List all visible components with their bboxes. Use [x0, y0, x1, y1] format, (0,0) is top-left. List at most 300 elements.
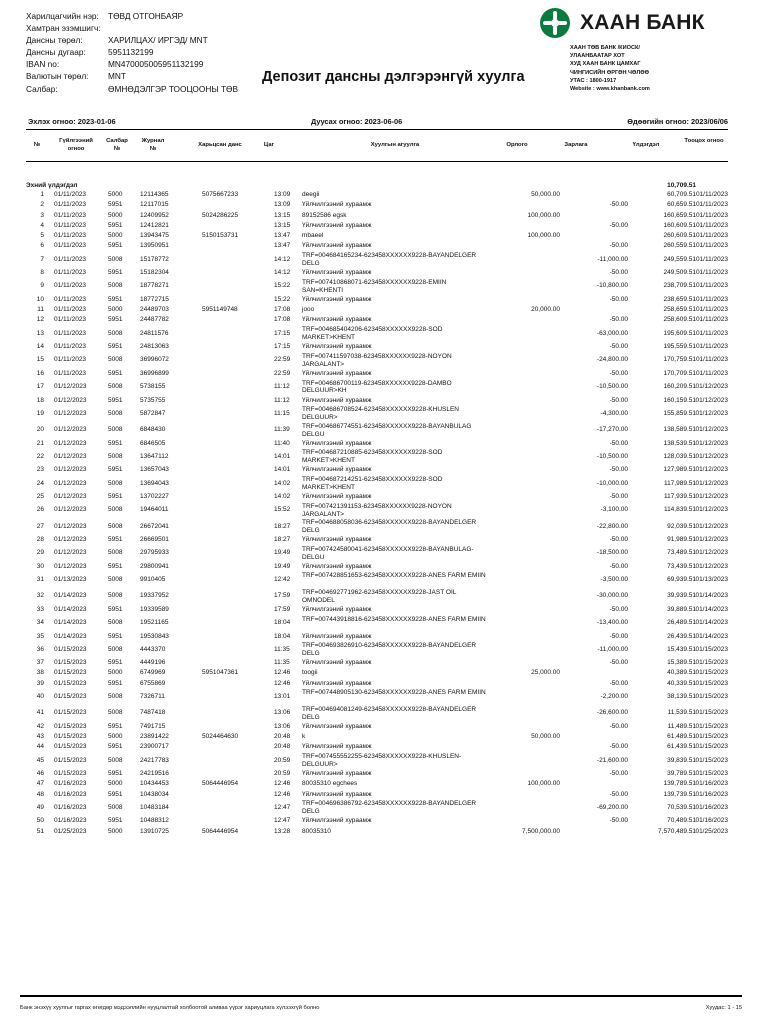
transaction-time: 15:22: [274, 295, 291, 303]
transaction-date: 01/15/2023: [54, 743, 87, 751]
description: TRF=004693826910-623458XXXXXX9228-BAYANDELGER DELG: [302, 642, 477, 658]
table-row: [26, 779, 728, 789]
transaction-time: 17:59: [274, 605, 291, 613]
balance-amount: 39,839.51: [667, 756, 696, 764]
expense-amount: -3,100.00: [600, 506, 628, 514]
settlement-date: 01/14/2023: [695, 632, 728, 640]
table-row: [26, 615, 728, 631]
balance-amount: 73,489.51: [667, 549, 696, 557]
description: Үйлчилгээний хураамж: [302, 562, 372, 570]
transaction-time: 11:39: [274, 426, 290, 434]
branch-number: 5008: [108, 592, 123, 600]
journal-number: 29795933: [140, 549, 169, 557]
expense-amount: -50.00: [609, 316, 628, 324]
journal-number: 10488312: [140, 817, 169, 825]
income-amount: 7,500,000.00: [522, 827, 560, 835]
balance-amount: 139,739.51: [663, 790, 696, 798]
row-number: 49: [36, 804, 44, 812]
settlement-date: 01/15/2023: [695, 669, 728, 677]
balance-amount: 73,439.51: [667, 562, 696, 570]
branch-number: 5008: [108, 756, 123, 764]
branch-number: 5951: [108, 562, 123, 570]
customer-field-value: MNT: [108, 71, 126, 82]
row-number: 47: [36, 780, 44, 788]
transaction-date: 01/11/2023: [54, 369, 87, 377]
settlement-date: 01/11/2023: [695, 295, 728, 303]
description: jooo: [302, 306, 315, 314]
transaction-time: 14:01: [274, 466, 291, 474]
settlement-date: 01/12/2023: [695, 383, 728, 391]
row-number: 1: [40, 191, 44, 198]
settlement-date: 01/16/2023: [695, 804, 728, 812]
journal-number: 24489703: [140, 306, 169, 314]
table-row: [26, 535, 728, 545]
description: Үйлчилгээний хураамж: [302, 316, 372, 324]
description: Үйлчилгээний хураамж: [302, 269, 372, 277]
settlement-date: 01/12/2023: [695, 409, 728, 417]
description: TRF=004687210885-623458XXXXXX9228-SOD MARKET>KHENT: [302, 449, 443, 465]
branch-number: 5008: [108, 549, 123, 557]
transaction-date: 01/14/2023: [54, 592, 87, 600]
customer-info: [26, 10, 238, 95]
table-row: [26, 732, 728, 742]
settlement-date: 01/16/2023: [695, 817, 728, 825]
col-header-branch: Салбар №: [106, 138, 128, 152]
table-row: [26, 632, 728, 642]
transaction-date: 01/15/2023: [54, 669, 87, 677]
transaction-time: 13:09: [274, 191, 291, 198]
footer-note: Банк энэхүү хуулгыг гаргах өгөгдөр мэдээллийн нууцлалтай холбоотой аливаа үүрэг хариуцлага хүлээхгүй болно: [20, 1005, 320, 1011]
balance-amount: 260,609.51: [663, 232, 696, 240]
journal-number: 6848430: [140, 426, 166, 434]
description: TRF=004688058036-623458XXXXXX9228-BAYANDELGER DELG: [302, 519, 477, 534]
transaction-time: 20:48: [274, 733, 291, 741]
bank-info-line: УТАС : 1800-1917: [570, 77, 617, 84]
transaction-date: 01/11/2023: [54, 343, 87, 351]
transaction-date: 01/11/2023: [54, 201, 87, 209]
expense-amount: -24,800.00: [596, 356, 628, 364]
description: Үйлчилгээний хураамж: [302, 396, 372, 404]
row-number: 11: [37, 306, 44, 314]
branch-number: 5008: [108, 506, 123, 514]
balance-amount: 128,039.51: [663, 452, 696, 460]
branch-number: 5951: [108, 466, 123, 474]
journal-number: 24811576: [140, 329, 169, 337]
transaction-date: 01/14/2023: [54, 605, 87, 613]
description: Үйлчилгээний хураамж: [302, 343, 372, 351]
transaction-date: 01/15/2023: [54, 679, 87, 687]
table-row: [26, 231, 728, 241]
row-number: 5: [40, 232, 44, 240]
expense-amount: -50.00: [609, 269, 628, 277]
journal-number: 6846505: [140, 439, 166, 447]
expense-amount: -10,000.00: [596, 479, 628, 487]
customer-field: [26, 83, 238, 95]
description: TRF=007448905130-623458XXXXXX9228-ANES FARM EMIIN: [302, 689, 486, 697]
transaction-date: 01/15/2023: [54, 709, 87, 717]
row-number: 9: [40, 282, 44, 290]
transaction-time: 19:49: [274, 562, 291, 570]
customer-field-value: MN470005005951132199: [108, 59, 204, 70]
footer-divider: [20, 995, 742, 997]
table-row: [26, 519, 728, 535]
table-row: [26, 588, 728, 604]
row-number: 31: [36, 576, 44, 584]
expense-amount: -50.00: [609, 722, 628, 730]
col-header-account: Харьцсан данс: [198, 142, 242, 148]
counterparty-account: 5075667233: [202, 191, 239, 198]
description: toogii: [302, 669, 318, 677]
transaction-date: 01/11/2023: [54, 306, 87, 314]
income-amount: 20,000.00: [531, 306, 560, 314]
row-number: 20: [36, 426, 44, 434]
branch-number: 5000: [108, 733, 123, 741]
expense-amount: -50.00: [609, 242, 628, 250]
transaction-time: 17:15: [274, 329, 291, 337]
transaction-time: 13:28: [274, 827, 291, 835]
transaction-date: 01/12/2023: [54, 479, 87, 487]
journal-number: 36996899: [140, 369, 169, 377]
description: TRF=004686774551-623458XXXXXX9228-BAYANBULAG DELGU: [302, 422, 472, 438]
description: Үйлчилгээний хураамж: [302, 659, 372, 667]
settlement-date: 01/25/2023: [695, 827, 728, 835]
transaction-time: 14:12: [274, 269, 291, 277]
customer-field: [26, 34, 238, 46]
balance-amount: 160,209.51: [663, 383, 696, 391]
transaction-date: 01/11/2023: [54, 316, 87, 324]
journal-number: 19339589: [140, 605, 169, 613]
branch-number: 5951: [108, 659, 123, 667]
customer-field-label: Валютын төрөл:: [26, 71, 89, 82]
branch-number: 5008: [108, 645, 123, 653]
table-row: [26, 742, 728, 752]
description: TRF=004687214251-623458XXXXXX9228-SOD MARKET>KHENT: [302, 475, 443, 491]
transaction-time: 13:47: [274, 242, 291, 250]
table-row: [26, 465, 728, 475]
expense-amount: -50.00: [609, 743, 628, 751]
journal-number: 5872847: [140, 409, 166, 417]
journal-number: 6755869: [140, 679, 166, 687]
branch-number: 5951: [108, 439, 123, 447]
expense-amount: -50.00: [609, 466, 628, 474]
transaction-time: 13:06: [274, 722, 291, 730]
journal-number: 10483184: [140, 804, 169, 812]
branch-number: 5951: [108, 679, 123, 687]
row-number: 26: [36, 506, 44, 514]
settlement-date: 01/13/2023: [695, 576, 728, 584]
opening-balance-label: Эхний үлдэгдэл: [26, 182, 78, 189]
table-row: [26, 689, 728, 705]
col-header-journal: Журнал №: [141, 138, 165, 152]
balance-amount: 127,989.51: [663, 466, 696, 474]
balance-amount: 70,489.51: [667, 817, 696, 825]
customer-field-label: Харилцагчийн нэр:: [26, 11, 99, 21]
settlement-date: 01/14/2023: [695, 619, 728, 627]
balance-amount: 11,539.51: [667, 709, 696, 717]
expense-amount: -50.00: [609, 817, 628, 825]
bank-info-line: Website : www.khanbank.com: [570, 86, 650, 93]
journal-number: 12412821: [140, 221, 169, 229]
start-date: Эхлэх огноо: 2023-01-06: [28, 117, 116, 126]
expense-amount: -50.00: [609, 562, 628, 570]
transaction-time: 12:47: [274, 804, 291, 812]
journal-number: 23891422: [140, 733, 169, 741]
transaction-time: 11:35: [274, 659, 290, 667]
table-row: [26, 252, 728, 268]
expense-amount: -50.00: [609, 221, 628, 229]
transaction-time: 17:08: [274, 306, 291, 314]
income-amount: 100,000.00: [527, 232, 560, 240]
customer-field: [26, 10, 238, 22]
customer-field-label: Дансны төрөл:: [26, 35, 83, 46]
bank-logo: [540, 8, 705, 38]
row-number: 10: [36, 295, 44, 303]
table-row: [26, 562, 728, 572]
table-row: [26, 492, 728, 502]
settlement-date: 01/12/2023: [695, 536, 728, 544]
journal-number: 13694043: [140, 479, 169, 487]
transaction-time: 12:46: [274, 669, 291, 677]
transaction-time: 17:59: [274, 592, 291, 600]
branch-number: 5008: [108, 693, 123, 701]
table-row: [26, 369, 728, 379]
expense-amount: -10,500.00: [596, 452, 628, 460]
balance-amount: 114,839.51: [663, 506, 696, 514]
transaction-time: 13:15: [274, 221, 291, 229]
transaction-time: 22:59: [274, 369, 291, 377]
transaction-time: 13:15: [274, 211, 291, 219]
transaction-time: 12:46: [274, 780, 291, 788]
table-row: [26, 305, 728, 315]
transaction-date: 01/16/2023: [54, 804, 87, 812]
journal-number: 5738155: [140, 383, 166, 391]
branch-number: 5951: [108, 242, 123, 250]
counterparty-account: 5064446954: [202, 780, 239, 788]
transaction-time: 22:59: [274, 356, 291, 364]
branch-number: 5951: [108, 396, 123, 404]
expense-amount: -26,600.00: [596, 709, 628, 717]
expense-amount: -50.00: [609, 439, 628, 447]
branch-number: 5951: [108, 743, 123, 751]
transaction-time: 18:04: [274, 632, 291, 640]
expense-amount: -50.00: [609, 536, 628, 544]
counterparty-account: 5150153731: [202, 232, 239, 240]
transaction-date: 01/12/2023: [54, 452, 87, 460]
balance-amount: 61,439.51: [667, 743, 696, 751]
description: TRF=007443918816-623458XXXXXX9228-ANES FARM EMIIN: [302, 615, 486, 623]
branch-number: 5008: [108, 255, 123, 263]
settlement-date: 01/11/2023: [695, 201, 728, 209]
opening-balance-value: 10,709.51: [667, 182, 696, 189]
page-number: Хуудас: 1 - 15: [705, 1005, 742, 1011]
balance-amount: 117,939.51: [663, 492, 696, 500]
table-row: [26, 278, 728, 294]
transaction-date: 01/11/2023: [54, 295, 87, 303]
transaction-time: 20:48: [274, 743, 291, 751]
transaction-time: 19:49: [274, 549, 291, 557]
row-number: 38: [36, 669, 44, 677]
settlement-date: 01/15/2023: [695, 770, 728, 778]
settlement-date: 01/11/2023: [695, 343, 728, 351]
transaction-date: 01/16/2023: [54, 790, 87, 798]
expense-amount: -50.00: [609, 790, 628, 798]
balance-amount: 11,489.51: [667, 722, 696, 730]
transaction-date: 01/12/2023: [54, 396, 87, 404]
settlement-date: 01/12/2023: [695, 452, 728, 460]
settlement-date: 01/15/2023: [695, 659, 728, 667]
branch-number: 5008: [108, 619, 123, 627]
income-amount: 25,000.00: [531, 669, 560, 677]
transaction-date: 01/15/2023: [54, 693, 87, 701]
transaction-time: 13:06: [274, 709, 291, 717]
transaction-date: 01/25/2023: [54, 827, 87, 835]
transaction-time: 17:08: [274, 316, 291, 324]
transaction-date: 01/12/2023: [54, 426, 87, 434]
col-header-date: Гүйлгээний огноо: [59, 138, 93, 152]
transaction-time: 12:46: [274, 679, 291, 687]
journal-number: 12117015: [140, 201, 169, 209]
table-row: [26, 545, 728, 561]
journal-number: 10434453: [140, 780, 169, 788]
balance-amount: 40,389.51: [667, 669, 696, 677]
description: TRF=007424580041-623458XXXXXX9228-BAYANBULAG-DELGU: [302, 545, 474, 561]
income-amount: 50,000.00: [531, 191, 560, 198]
bank-info-line: ХУД ХААН БАНК ЦАМХАГ: [570, 61, 641, 68]
branch-number: 5008: [108, 383, 123, 391]
journal-number: 9910405: [140, 576, 166, 584]
description: TRF=007428851653-623458XXXXXX9228-ANES FARM EMIIN: [302, 572, 486, 580]
customer-field-value: ХАРИЛЦАХ/ ИРГЭД/ MNT: [108, 35, 208, 46]
branch-number: 5008: [108, 452, 123, 460]
description: Үйлчилгээний хураамж: [302, 632, 372, 640]
col-header-balance: Үлдэгдэл: [632, 142, 660, 148]
settlement-date: 01/15/2023: [695, 743, 728, 751]
expense-amount: -69,200.00: [596, 804, 628, 812]
branch-number: 5951: [108, 632, 123, 640]
balance-amount: 60,659.51: [667, 201, 696, 209]
table-header: [26, 134, 728, 158]
income-amount: 50,000.00: [531, 733, 560, 741]
description: mbaeel: [302, 232, 324, 240]
table-row: [26, 658, 728, 668]
balance-amount: 195,609.51: [663, 329, 696, 337]
settlement-date: 01/11/2023: [695, 211, 728, 219]
expense-amount: -2,200.00: [600, 693, 628, 701]
row-number: 34: [36, 619, 44, 627]
description: 80035310: [302, 827, 331, 835]
journal-number: 13910725: [140, 827, 169, 835]
expense-amount: -4,300.00: [600, 409, 628, 417]
balance-amount: 139,789.51: [663, 780, 696, 788]
settlement-date: 01/12/2023: [695, 506, 728, 514]
expense-amount: -10,500.00: [596, 383, 628, 391]
settlement-date: 01/15/2023: [695, 722, 728, 730]
transaction-time: 14:02: [274, 492, 291, 500]
row-number: 14: [36, 343, 44, 351]
transaction-date: 01/11/2023: [54, 242, 87, 250]
balance-amount: 170,759.51: [663, 356, 696, 364]
description: TRF=007411597038-623458XXXXXX9228-NOYON JARGALANT>: [302, 352, 452, 368]
journal-number: 15178772: [140, 255, 169, 263]
expense-amount: -50.00: [609, 679, 628, 687]
description: 80035310 egchees: [302, 780, 358, 788]
transaction-date: 01/16/2023: [54, 780, 87, 788]
customer-field: [26, 46, 238, 58]
balance-amount: 260,559.51: [663, 242, 696, 250]
row-number: 42: [36, 722, 44, 730]
table-row: [26, 439, 728, 449]
branch-number: 5008: [108, 426, 123, 434]
divider: [26, 129, 728, 130]
description: 89152586 egsk: [302, 211, 347, 219]
branch-number: 5951: [108, 369, 123, 377]
balance-amount: 160,159.51: [663, 396, 696, 404]
branch-number: 5008: [108, 356, 123, 364]
row-number: 7: [40, 255, 44, 263]
col-header-income: Орлого: [506, 142, 528, 148]
balance-amount: 117,989.51: [663, 479, 696, 487]
balance-amount: 155,859.51: [663, 409, 696, 417]
settlement-date: 01/11/2023: [695, 306, 728, 314]
customer-field-label: IBAN no:: [26, 59, 60, 70]
expense-amount: -11,000.00: [597, 645, 628, 653]
row-number: 3: [40, 211, 44, 219]
row-number: 13: [36, 329, 44, 337]
table-row: [26, 200, 728, 210]
branch-number: 5951: [108, 295, 123, 303]
description: Үйлчилгээний хураамж: [302, 439, 372, 447]
branch-number: 5008: [108, 409, 123, 417]
table-row: [26, 827, 728, 837]
end-date: Дуусах огноо: 2023-06-06: [311, 117, 403, 126]
row-number: 28: [36, 536, 44, 544]
balance-amount: 26,439.51: [667, 632, 696, 640]
journal-number: 13647112: [140, 452, 169, 460]
branch-number: 5951: [108, 722, 123, 730]
row-number: 27: [36, 522, 44, 530]
transaction-date: 01/12/2023: [54, 439, 87, 447]
journal-number: 4443370: [140, 645, 166, 653]
expense-amount: -21,600.00: [596, 756, 628, 764]
settlement-date: 01/15/2023: [695, 756, 728, 764]
row-number: 23: [36, 466, 44, 474]
journal-number: 12409952: [140, 211, 169, 219]
row-number: 4: [40, 221, 44, 229]
description: deegii: [302, 191, 320, 198]
row-number: 50: [36, 817, 44, 825]
settlement-date: 01/12/2023: [695, 439, 728, 447]
balance-amount: 39,889.51: [667, 605, 696, 613]
branch-number: 5000: [108, 780, 123, 788]
balance-amount: 170,709.51: [663, 369, 696, 377]
table-row: [26, 705, 728, 721]
balance-amount: 38,139.51: [667, 693, 696, 701]
branch-number: 5951: [108, 316, 123, 324]
transaction-date: 01/12/2023: [54, 409, 87, 417]
row-number: 45: [36, 756, 44, 764]
customer-field-label: Салбар:: [26, 83, 58, 94]
khan-bank-logo-icon: [540, 8, 570, 38]
income-amount: 100,000.00: [527, 780, 560, 788]
customer-field-value: ӨМНӨДЭЛГЭР ТООЦООНЫ ТӨВ: [108, 83, 239, 94]
branch-number: 5008: [108, 522, 123, 530]
journal-number: 24813063: [140, 343, 169, 351]
balance-amount: 7,570,489.51: [658, 827, 696, 835]
transaction-date: 01/12/2023: [54, 522, 87, 530]
branch-number: 5951: [108, 221, 123, 229]
balance-amount: 61,489.51: [667, 733, 696, 741]
customer-field-value: 5951132199: [108, 47, 154, 58]
